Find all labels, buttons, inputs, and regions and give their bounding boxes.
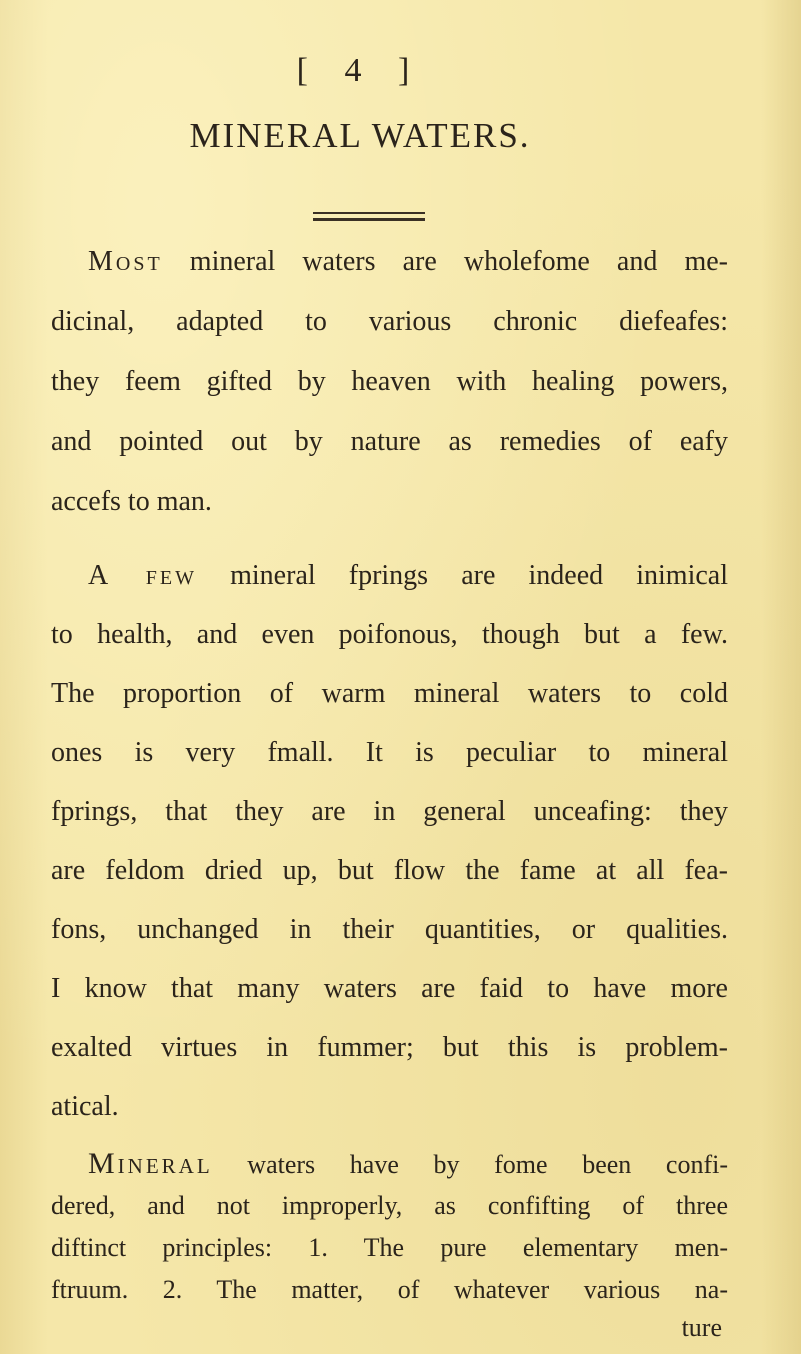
text-line: accefs to man. [51, 486, 212, 517]
text-line: fprings, that they are in general unceafing: they [51, 796, 728, 827]
text-line: atical. [51, 1091, 119, 1122]
text-line: ones is very fmall. It is peculiar to mineral [51, 737, 728, 768]
paragraph-lead-word: Mineral [88, 1147, 213, 1180]
text-line: exalted virtues in fummer; but this is problem- [51, 1032, 728, 1063]
text-line: dered, and not improperly, as confifting of three [51, 1191, 728, 1220]
paragraph-lead-word: A few [88, 560, 198, 591]
text-line: and pointed out by nature as remedies of eafy [51, 426, 728, 457]
text-line: The proportion of warm mineral waters to cold [51, 678, 728, 709]
text-line: Most mineral waters are wholefome and me- [88, 246, 728, 277]
paragraph-lead-word: Most [88, 246, 163, 277]
text-line: they feem gifted by heaven with healing powers, [51, 366, 728, 397]
text-line: dicinal, adapted to various chronic diefeafes: [51, 306, 728, 337]
catchword: ture [681, 1313, 722, 1342]
heading-rule-thick [313, 218, 425, 221]
page-heading: MINERAL WATERS. [189, 116, 531, 155]
text-line: to health, and even poifonous, though but a few. [51, 619, 728, 650]
text-line: I know that many waters are faid to have more [51, 973, 728, 1004]
page-number: [ 4 ] [296, 52, 424, 89]
text-line: ftruum. 2. The matter, of whatever various na- [51, 1275, 728, 1304]
text-line: fons, unchanged in their quantities, or qualities. [51, 914, 728, 945]
text-line: A few mineral fprings are indeed inimical [88, 560, 728, 591]
text-line: are feldom dried up, but flow the fame at all fea- [51, 855, 728, 886]
text-line: diftinct principles: 1. The pure elementary men- [51, 1233, 728, 1262]
text-line: Mineral waters have by fome been confi- [88, 1147, 728, 1180]
heading-rule-thin [313, 212, 425, 214]
